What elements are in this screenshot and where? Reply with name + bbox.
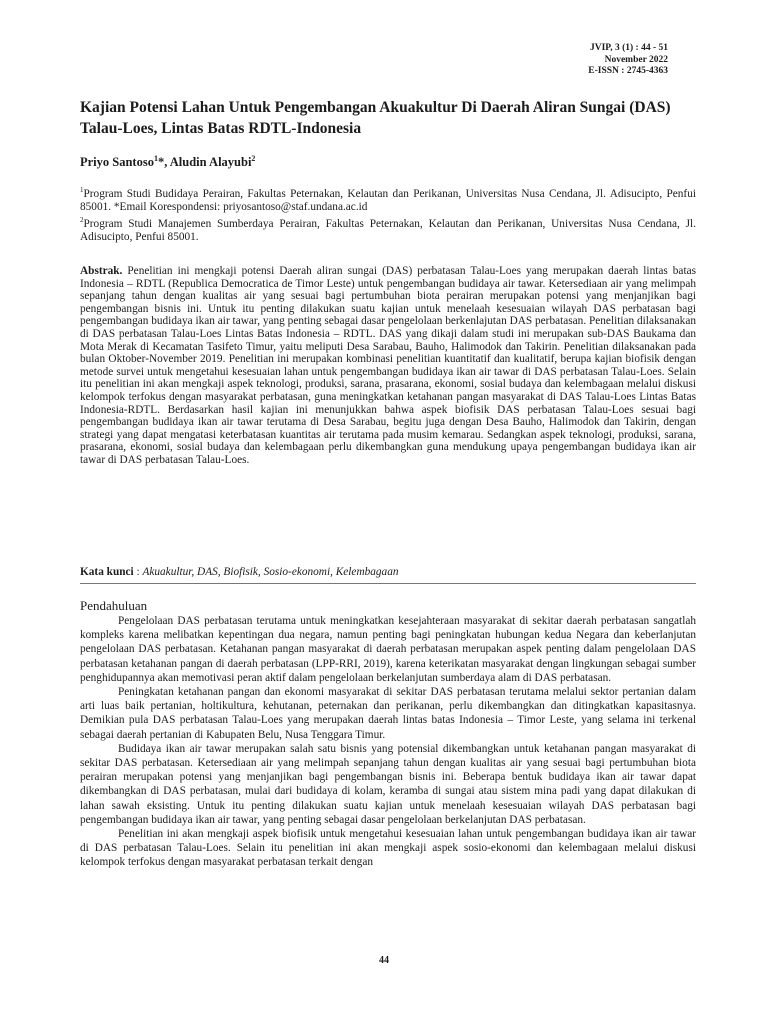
keywords — [80, 566, 696, 578]
affiliation-item: $^2$Program Studi Manajemen Sumberdaya Perairan, Fakultas Peternakan, Kelautan dan Perikanan, Universitas Nusa Cendana, Jl. Adisucipto, Penfui 85001. — [80, 216, 696, 244]
affiliation-item: $^1$Program Studi Budidaya Perairan, Fakultas Peternakan, Kelautan dan Perikanan, Universitas Nusa Cendana, Jl. Adisucipto, Penfui 85001. *Email Korespondensi: priyosantoso@staf.undana.ac.id — [80, 186, 696, 214]
paragraph: Pengelolaan DAS perbatasan terutama untuk meningkatkan kesejahteraan masyarakat di sekitar daerah perbatasan sangatlah kompleks karena melibatkan kepentingan dua negara, namun penting bagi peningkatan hubungan kedua Negara dan keberlanjutan pengelolaan DAS perbatasan. Ketahanan pangan masyarakat di daerah perbatasan merupakan aspek penting dalam pengelolaan DAS perbatasan ketahanan pangan di daerah perbatasan (LPP-RRI, 2019), karena keterikatan masyarakat dengan lingkungan sebagai sumber penghidupannya akan memotivasi peran aktif dalam pengelolaan berkelanjutan sumberdaya alam di DAS perbatasan. — [80, 615, 696, 684]
journal-date: November 2022 — [604, 54, 668, 65]
abstract — [80, 265, 696, 467]
introduction-body — [80, 614, 696, 870]
abstract-text: Penelitian ini mengkaji potensi Daerah aliran sungai (DAS) perbatasan Talau-Loes yang merupakan daerah lintas batas Indonesia – RDTL (Republica Democratica de Timor Leste) untuk pengembangan budidaya air tawar. Ketersediaan air yang melimpah sepanjang tahun dengan kualitas air yang sesuai bagi pertumbuhan biota perairan merupakan potensi yang menjanjikan bagi pengembangan bisnis ini. Untuk itu penting dilakukan suatu kajian untuk menelaah kesesuaian wilayah DAS perbatasan bagi pengembangan budidaya ikan air tawar, yang penting sebagai dasar pengelolaan berkenlajutan DAS perbatasan. Penelitian dilaksanakan di DAS perbatasan Talau-Loes Lintas Batas Indonesia – RDTL. DAS yang dikaji dalam studi ini merupakan sub-DAS Baukama dan Mota Merak di Kecamatan Tasifeto Timur, yaitu meliputi Desa Sarabau, Bauho, Halimodok dan Takirin. Penelitian dilaksanakan pada bulan Oktober-November 2019. Penelitian ini merupakan kombinasi penelitian kuantitatif dan kualitatif, berupa kajian biofisik dengan metode survei untuk mengetahui kesesuaian lahan untuk pengembangan budidaya ikan air tawar di DAS perbatasan Talau-Loes. Selain itu penelitian ini akan mengkaji aspek teknologi, produksi, sarana, prasarana, ekonomi, sosial budaya dan kelembagaan melalui diskusi kelompok terfokus dengan masyarakat perbatasan, guna meningkatkan ketahanan pangan masyarakat di DAS Talau-Loes Lintas Batas Indonesia-RDTL. Berdasarkan hasil kajian ini menunjukkan bahwa aspek biofisik DAS perbatasan Talau-Loes sesuai bagi pengembangan budidaya ikan air tawar terutama di Desa Sarabau, begitu juga dengan Desa Bauho, Halimodok dan Takirin, dengan strategi yang dapat mengatasi keterbatasan kuantitas air terutama pada musim kemarau. Sedangkan aspek teknologi, produksi, sarana, prasarana, ekonomi, sosial budaya dan kelembagaan perlu dikembangkan guna mendukung upaya pengembangan budidaya ikan air tawar di DAS perbatasan Talau-Loes. — [80, 265, 696, 466]
author-affiliation-mark: 1 — [153, 154, 158, 163]
author-name: Aludin Alayubi — [169, 155, 252, 170]
author-list — [80, 154, 255, 170]
corresponding-mark: *, — [157, 155, 170, 170]
keywords-label: Kata kunci — [80, 566, 134, 578]
paper-title: Kajian Potensi Lahan Untuk Pengembangan Akuakultur Di Daerah Aliran Sungai (DAS) Talau-Loes, Lintas Batas RDTL-Indonesia — [80, 99, 671, 137]
paragraph: Peningkatan ketahanan pangan dan ekonomi masyarakat di sekitar DAS perbatasan terutama melalui sektor pertanian dalam arti luas baik pertanian, holtikultura, kehutanan, peternakan dan perikanan, perlu dikembangkan dan ditingkatkan kapasitasnya. Demikian pula DAS perbatasan Talau-Loes yang merupakan daerah lintas batas Indonesia – Timor Leste, yang selama ini terkenal sebagai daerah pertanian di Kabupaten Belu, Nusa Tenggara Timur. — [80, 686, 696, 741]
abstract-label: Abstrak. — [80, 265, 123, 277]
section-heading: Pendahuluan — [80, 598, 148, 613]
section-divider — [80, 583, 696, 584]
journal-issn: E-ISSN : 2745-4363 — [588, 66, 668, 76]
author-name: Priyo Santoso — [80, 155, 154, 170]
page-number: 44 — [379, 955, 389, 966]
journal-info — [588, 43, 668, 78]
affiliations — [80, 184, 696, 245]
author-affiliation-mark: 2 — [251, 154, 256, 163]
journal-volume: JVIP, 3 (1) : 44 - 51 — [589, 43, 668, 53]
keywords-text: Akuakultur, DAS, Biofisik, Sosio-ekonomi, Kelembagaan — [142, 566, 399, 578]
paragraph: Budidaya ikan air tawar merupakan salah satu bisnis yang potensial dikembangkan untuk ketahanan pangan masyarakat di sekitar DAS perbatasan. Ketersediaan air yang melimpah sepanjang tahun dengan kualitas air yang sesuai bagi pertumbuhan biota perairan merupakan potensi yang menjanjikan bagi pengembangan bisnis ini. Beberapa bentuk budidaya ikan air tawar dapat dikembangkan di DAS perbatasan, mulai dari budidaya di kolam, keramba di sungai atau sistem mina padi yang dapat dilakukan di lahan sawah eksisting. Untuk itu penting dilakukan suatu kajian untuk menelaah kesesuaian wilayah DAS perbatasan bagi pengembangan budidaya ikan air tawar, yang penting sebagai dasar pengelolaan berkelanjutan DAS perbatasan. — [80, 742, 696, 826]
keywords-separator: : — [133, 566, 143, 578]
paragraph: Penelitian ini akan mengkaji aspek biofisik untuk mengetahui kesesuaian lahan untuk pengembangan budidaya ikan air tawar di DAS perbatasan Talau-Loes. Selain itu penelitian ini akan mengkaji aspek sosio-ekonomi dan kelembagaan melalui diskusi kelompok terfokus dengan masyarakat perbatasan terkait dengan — [80, 828, 696, 869]
